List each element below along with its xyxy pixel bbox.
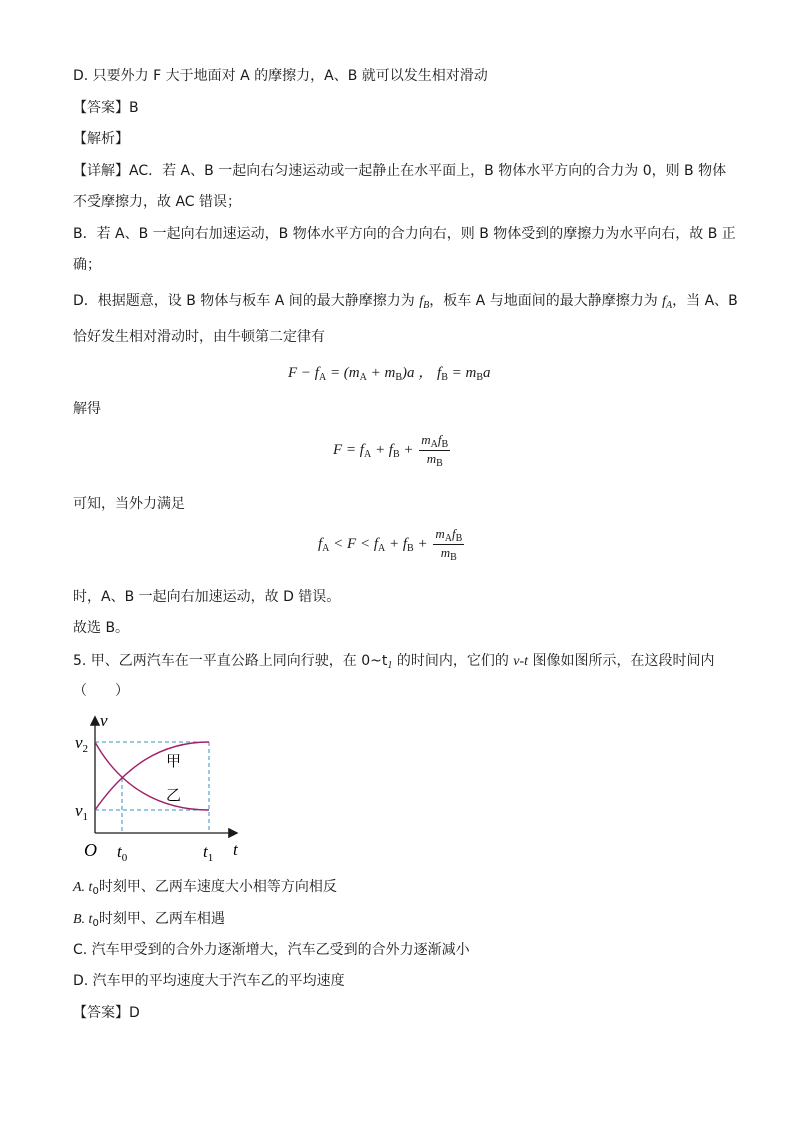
answer-value-2: D — [129, 1005, 140, 1021]
t1-label: $t_1$ — [203, 842, 214, 862]
answer-2 — [73, 1003, 140, 1023]
curve-yi — [95, 742, 209, 810]
detail-line-1 — [73, 161, 726, 181]
detail-line-6: 恰好发生相对滑动时，由牛顿第二定律有 — [73, 329, 325, 345]
t-axis-label: t — [233, 840, 238, 859]
option-c: C. 汽车甲受到的合外力逐渐增大，汽车乙受到的合外力逐渐减小 — [73, 942, 470, 958]
t0-label: $t_0$ — [117, 842, 128, 862]
detail-line-3: B．若 A、B 一起向右加速运动，B 物体水平方向的合力向右，则 B 物体受到的摩擦力为水平向右，故 B 正 — [73, 226, 736, 242]
detail-tag: 【详解】 — [73, 163, 129, 179]
answer-1 — [73, 98, 139, 118]
q5-text-a: 5. 甲、乙两汽车在一平直公路上同向行驶，在 0~t — [73, 653, 388, 669]
solve-label: 解得 — [73, 401, 101, 417]
answer-tag: 【答案】 — [73, 100, 129, 116]
conclusion-line: 时，A、B 一起向右加速运动，故 D 错误。 — [73, 589, 341, 605]
jia-label: 甲 — [166, 754, 182, 770]
origin-label: O — [84, 840, 97, 860]
v2-label: $v_2$ — [75, 733, 89, 755]
detail-line-2: 不受摩擦力，故 AC 错误； — [73, 194, 242, 210]
q5-vt: v-t — [513, 654, 529, 669]
answer-value: B — [129, 100, 139, 116]
option-a — [73, 877, 337, 899]
yi-label: 乙 — [166, 788, 182, 804]
detail-line-4: 确； — [73, 257, 101, 273]
q5-t1-sub: 1 — [387, 660, 393, 671]
option-a-sub: 0 — [92, 886, 99, 897]
option-b-head: B. t — [73, 912, 93, 927]
equation-newton: $F - f_A = (m_A + m_B)a$ ， $f_B = m_Ba$ — [288, 365, 491, 383]
vt-graph — [70, 712, 250, 862]
equation-condition: $f_A < F < f_A + f_B$ + $\frac{m_Af_B}{m_B}$ — [318, 526, 463, 563]
option-d: D. 汽车甲的平均速度大于汽车乙的平均速度 — [73, 973, 345, 989]
option-b — [73, 909, 225, 931]
d-text-a: D．根据题意，设 B 物体与板车 A 间的最大静摩擦力为 — [73, 293, 415, 309]
d-text-c: ，当 A、B — [672, 293, 738, 309]
d-text-b: ，板车 A 与地面间的最大静摩擦力为 — [429, 293, 658, 309]
option-b-text: 时刻甲、乙两车相遇 — [98, 911, 225, 927]
choose-line: 故选 B。 — [73, 620, 130, 636]
analysis-tag: 【解析】 — [73, 131, 129, 147]
symbol-fB: $f_B$ — [419, 294, 430, 311]
question-5 — [73, 651, 715, 673]
know-label: 可知，当外力满足 — [73, 496, 185, 512]
v-axis-label: v — [100, 712, 108, 730]
option-a-text: 时刻甲、乙两车速度大小相等方向相反 — [98, 879, 337, 895]
answer-tag-2: 【答案】 — [73, 1005, 129, 1021]
equation-solution: $F = f_A + f_B$ + $\frac{m_Af_B}{m_B}$ — [333, 432, 449, 469]
option-a-head: A. t — [73, 880, 93, 895]
v1-label: $v_1$ — [75, 801, 89, 823]
detail-line-5 — [73, 291, 738, 313]
detail-text: AC．若 A、B 一起向右匀速运动或一起静止在水平面上，B 物体水平方向的合力为 0，则 B 物体 — [129, 163, 727, 179]
option-b-sub: 0 — [92, 918, 99, 929]
symbol-fA: $f_A$ — [662, 294, 673, 311]
question-5-paren: （ ） — [73, 683, 129, 699]
option-d-prev: D. 只要外力 F 大于地面对 A 的摩擦力，A、B 就可以发生相对滑动 — [73, 68, 488, 84]
q5-text-c: 图像如图所示，在这段时间内 — [528, 653, 715, 669]
curve-jia — [95, 742, 209, 810]
q5-text-b: 的时间内，它们的 — [392, 653, 514, 669]
